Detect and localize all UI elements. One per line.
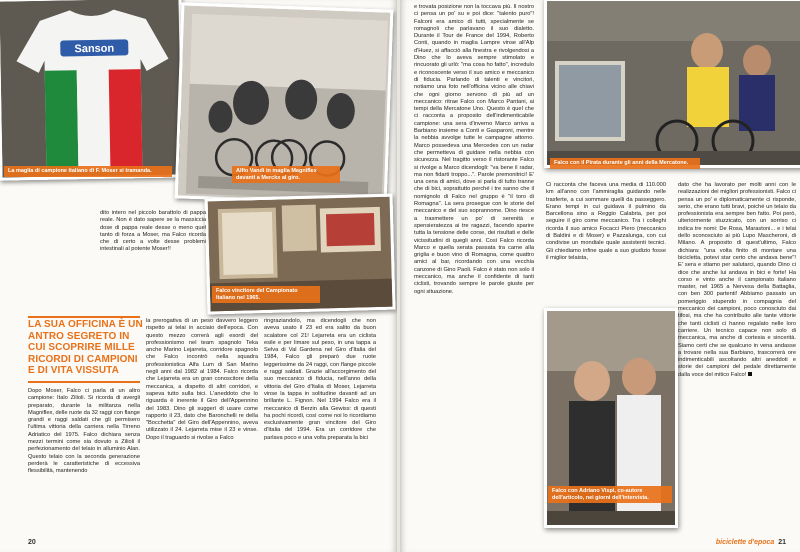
caption-race: Alfio Vandi in maglia Magniflex davanti a Merckx al giro. <box>232 166 340 183</box>
intro-column: dito intero nel piccolo barattolo di pappa reale. Non è dato sapere se la massiccia dose di pappa reale desse o meno quel tanto di forza a Moser, ma Falco ricorda che di certo a volte desse problemi intestinali al potente Moser!! <box>100 210 206 253</box>
jersey-sponsor-text: Sanson <box>74 42 115 56</box>
right-page <box>400 0 800 552</box>
photo-jersey <box>0 0 185 181</box>
right-column-1: e trovata posizione non la toccava più. Il nostro ci pensa un po' su e poi dice: "talento puro"! Falconi era amico di tutti, specialmente se romagnoli che parlavano il suo dialetto. Durante il Tour de France del 1994, Roberto Conti, quando in maglia Lampre vinse all'Alp d'Huez, si affacciò alla finestra e rivolgendosi a Dino che lo aveva sempre stimolato e rincuorato gli urlò: "ma cosa ho fatto", incredulo e riconoscente verso il suo amico e meccanico di fiducia. Parlando di talenti e vincitori, notiamo una foto nell'officina vicino alle chiavi che ogni giorno servono di più ad un meccanico: ritrae Falco con Marco Pantani, ai tempi della Mercatone Uno. Questo è quel che ci racconta a proposito dell'indimenticabile campione: una sera d'inverno Marco arriva a Barbiano insieme a Conti e Gasparoni, mentre la nebbia avvolge tutte le campagne attorno. Marco possedeva una Mercedes con un radar che permetteva di guidare nella nebbia con sicurezza. Nel tragitto verso il ristorante Falco si rivolge a Marco dicendogli: "va bene il radar, ma non fidarti troppo...". Parole premonitrici! E' una cena di amici, dove si parla di tutto tranne che di bici, soprattutto perché i tre sanno che il nomignolo di Falco nel gruppo è "il toro di Romagna". La sera prosegue con le storie del meccanico e del suo soprannome. Dino riesce a trasmettere un po' di serenità e spensieratezza ai tre ragazzi, facendo sparire tutta la tensione delle corse, dei risultati e delle vicissitudini di quegli anni. Così Falco ricorda Marco e quella serata passata tra carne alla griglia e buon vino di Romagna, come quattro amici al bar, ricordando con una vecchia canzone di Gino Paoli. Falco è stato non solo il meccanico, ma anche il confidente di tanti ciclisti, trovando sempre le parole giuste per ogni situazione. <box>414 4 534 295</box>
left-column-2: la prerogativa di un peso davvero leggero rispetto ai telai in acciaio dell'epoca. Con questo mezzo correrà agli esordi del professionismo nel team spagnolo Teka anche Marino Lejarreta, corridore spagnolo che Falco incontrò nella squadra professionistica Alfa Lum di San Marino negli anni dal 1982 al 1984. Falco ricorda che Lejarreta era un gran conoscitore della meccanica, a dispetto di altri corridori, e sapeva tutto sulla bici. L'aneddoto che lo riguarda è inerente il Giro dell'Appennino del 1983. Dino gli suggerì di usare come rapporto il 23, dato che Baronchelli re della "Bocchetta" del Giro dell'Appennino, aveva utilizzato il 24. Lejarreta mise il 23 e vinse. Dopo il traguardo si rivolse a Falco <box>146 318 258 441</box>
photo-pirata <box>544 0 800 168</box>
right-column-3 <box>678 182 796 379</box>
caption-jersey: La maglia di campione italiano di F. Moser si tramanda. <box>4 166 172 177</box>
page-number-right: 21 <box>778 539 786 546</box>
left-page <box>0 0 397 552</box>
caption-vispi: Falco con Adriano Vispi, co-autore dell'articolo, nei giorni dell'intervista. <box>548 486 672 503</box>
magazine-name: biciclette d'epoca <box>715 539 775 546</box>
page-number-left: 20 <box>28 539 36 546</box>
end-of-article-mark <box>748 372 752 376</box>
left-footer <box>28 539 36 546</box>
caption-workshop: Falco vincitore del Campionato Italiano nel 1965. <box>212 286 320 303</box>
headline-rule-top <box>28 316 140 318</box>
left-column-3: ringraziandolo, ma dicendogli che non aveva usato il 23 ed era salito da buon scalatore col 21! Lejarreta era un ciclista esile e per limare sul peso, in una tappa a Selva di Val Gardena nel Giro d'Italia del 1984, Falco gli preparò due ruote leggerissime da 24 raggi, con flange piccole e raggi saldati. Grazie all'accorgimento del suo meccanico di fiducia, nell'anno della vittoria del Giro d'Italia di Moser, Lejarreta vinse la tappa in solitudine davanti ad un brillante L. Fignon. Nel 1994 Falco era il meccanico di Berzin alla Gewiss: di questi ha pochi ricordi, così come noi lo ricordiamo esclusivamente gran vincitore del Giro d'Italia del 1994. Era un corridore che parlava poco e una volta preparata la bici <box>264 318 376 441</box>
pirata-illustration <box>547 1 800 168</box>
jersey-illustration <box>0 0 185 181</box>
section-headline: LA SUA OFFICINA È UN ANTRO SEGRETO IN CUI SCOPRIRE MILLE RICORDI DI CAMPIONI E DI VITA VISSUTA <box>28 319 143 376</box>
caption-pirata: Falco con il Pirata durante gli anni della Mercatone. <box>550 158 700 169</box>
right-column-2: Ci racconta che faceva una media di 110.000 km all'anno con l'ammiraglia guidando nelle trasferte, a cui sommare quelli da passeggero. Erano tempi in cui guidava il pulmino da Barcellona sino a Reggio Calabria, per poi seguire il giro come meccanico. Tra i colleghi ricorda il suo amico Focacci Piero (meccanico di Baldini e di Moser) e Pazzalunga, con cui condivise un mondiale quale assistenti tecnici. Gli chiediamo infine quale a suo giudizio fosse il miglior telaista, <box>546 182 666 261</box>
right-footer <box>716 539 786 546</box>
headline-rule-bottom <box>28 381 140 383</box>
right-column-3-text: dato che ha lavorato per molti anni con le realizzazioni dei migliori professionisti. Falco ci pensa un po' e diplomaticamente ci risponde, serio, che erano tutti bravi, poiché un telaio da professionista era sempre ben fatto. Poi però, ulteriormente stuzzicato, con un sorriso ci indica tre nomi: De Rosa, Marastoni... e i telai dello sconosciuto ai più Lupo Mascheroni, di Milano. A proposito di quest'ultimo, Falco dichiara: "una volta finito di montare una bicicletta, potevi star certo che andava bene"! E' sera e stiamo per salutarci, quando Dino ci dice che anche lui andava in bici e forte! Ha corso e vinto anche il campionato italiano master, nel 1965 a Nervesa della Battaglia, con ben 300 partenti! Abbiamo passato un pomeriggio stupendo in compagnia del meccanico dei campioni, poco conosciuto dai tifosi, ma che ha contribuito alle tante vittorie che tanti ciclisti ci hanno regalato nelle loro carriere. Un tecnico capace non solo di meccanica, ma anche di cortesia e sincerità. Siamo certi che se qualcuno in vena andasse a trovare nella sua Barbiano, trascorrerà ore indimenticabili ascoltando altri aneddoti e storie dei campioni del pedale direttamente dalla voce del mitico Falco! <box>678 182 796 378</box>
left-column-1: Dopo Moser, Falco ci parla di un altro campione: Italo Zilioli. Si ricorda di avergli preparato, durante la militanza nella Magniflex, delle ruote da 32 raggi con flange grandi e raggi saldati che gli permisero l'ultima vittoria della carriera nella Tirreno Adriatico del 1975. Falco dichiara senza mezzi termini come sia dovuto a Zilioli il perfezionamento del telaio in alluminio Alan. Questo telaio con la seconda generazione perderà le caratteristiche di eccessiva flessibilità, mantenendo <box>28 388 140 475</box>
